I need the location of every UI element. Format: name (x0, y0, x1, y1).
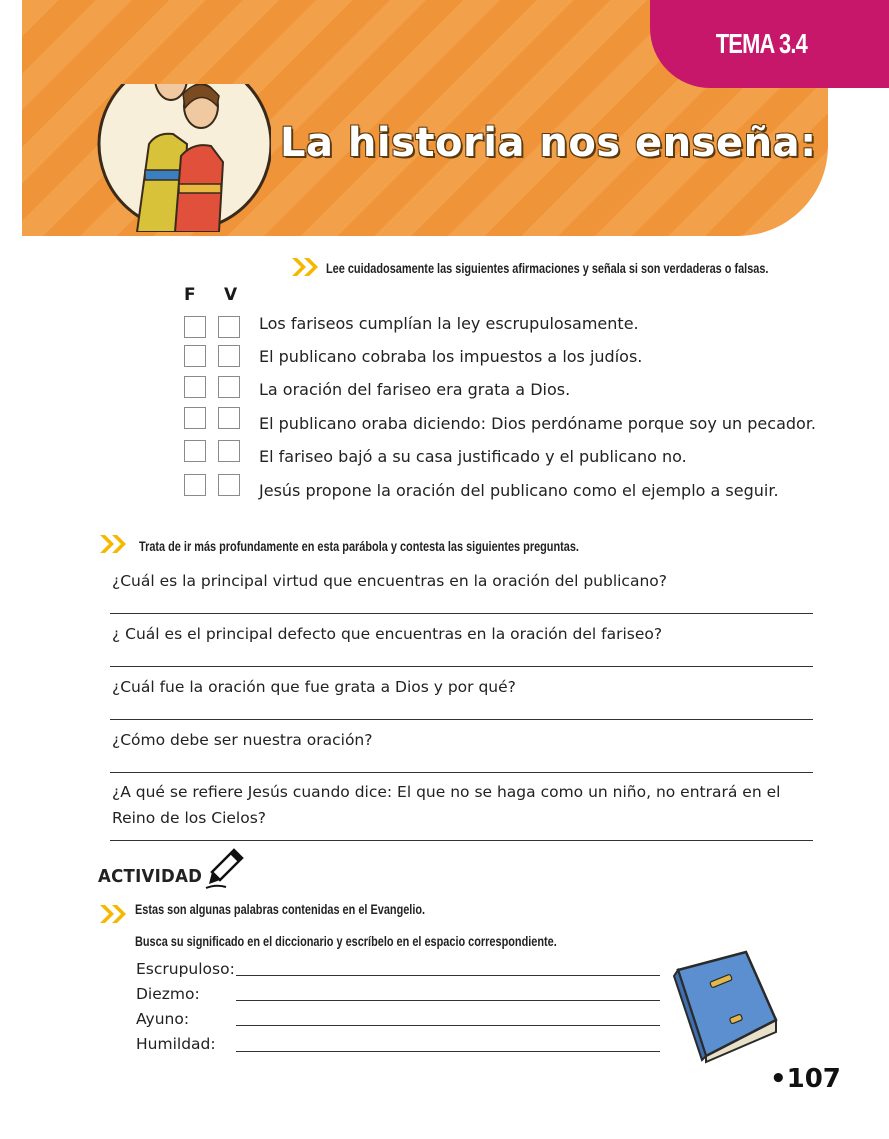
activity-instruction-1: Estas son algunas palabras contenidas en el Evangelio. (135, 901, 426, 917)
answer-line-5[interactable] (110, 840, 813, 841)
characters-illustration (97, 84, 271, 232)
true-checkbox-1[interactable] (218, 316, 240, 338)
section2-instruction: Trata de ir más profundamente en esta parábola y contesta las siguientes preguntas. (139, 538, 579, 554)
tema-tab (650, 0, 889, 88)
answer-line-4[interactable] (110, 772, 813, 773)
word-label-4: Humildad: (136, 1035, 216, 1053)
false-checkbox-2[interactable] (184, 345, 206, 367)
chevron-bullet-icon (290, 256, 322, 278)
question-2: ¿ Cuál es el principal defecto que encuentras en la oración del fariseo? (112, 625, 663, 643)
answer-line-1[interactable] (110, 613, 813, 614)
true-checkbox-6[interactable] (218, 474, 240, 496)
statement-5: El fariseo bajó a su casa justificado y el publicano no. (259, 447, 687, 466)
word-label-1: Escrupuloso: (136, 960, 235, 978)
chevron-bullet-icon (98, 903, 130, 925)
statement-1: Los fariseos cumplían la ley escrupulosamente. (259, 314, 639, 333)
statement-3: La oración del fariseo era grata a Dios. (259, 380, 571, 399)
definition-line-2[interactable] (236, 1000, 660, 1001)
statement-4: El publicano oraba diciendo: Dios perdóname porque soy un pecador. (259, 414, 817, 433)
false-checkbox-3[interactable] (184, 376, 206, 398)
answer-line-3[interactable] (110, 719, 813, 720)
column-v-label: V (224, 285, 238, 305)
false-checkbox-4[interactable] (184, 407, 206, 429)
pencil-icon (204, 848, 246, 890)
question-4: ¿Cómo debe ser nuestra oración? (112, 731, 373, 749)
question-5: ¿A qué se refiere Jesús cuando dice: El que no se haga como un niño, no entrará en el Reino de los Cielos? (112, 783, 781, 827)
false-checkbox-6[interactable] (184, 474, 206, 496)
true-checkbox-2[interactable] (218, 345, 240, 367)
tema-label: TEMA 3.4 (715, 28, 807, 59)
chevron-bullet-icon (98, 533, 130, 555)
false-checkbox-1[interactable] (184, 316, 206, 338)
word-label-2: Diezmo: (136, 985, 200, 1003)
activity-heading: ACTIVIDAD (98, 866, 203, 887)
question-1: ¿Cuál es la principal virtud que encuentras en la oración del publicano? (112, 572, 667, 590)
page-number-value: 107 (786, 1064, 841, 1094)
definition-line-1[interactable] (236, 975, 660, 976)
page-title: La historia nos enseña: (280, 120, 817, 166)
answer-line-2[interactable] (110, 666, 813, 667)
page-number: •107 (770, 1064, 841, 1094)
true-checkbox-3[interactable] (218, 376, 240, 398)
column-f-label: F (184, 285, 196, 305)
false-checkbox-5[interactable] (184, 440, 206, 462)
true-checkbox-5[interactable] (218, 440, 240, 462)
word-label-3: Ayuno: (136, 1010, 190, 1028)
statement-2: El publicano cobraba los impuestos a los judíos. (259, 347, 643, 366)
section1-instruction: Lee cuidadosamente las siguientes afirmaciones y señala si son verdaderas o falsas. (326, 260, 769, 276)
question-3: ¿Cuál fue la oración que fue grata a Dios y por qué? (112, 678, 516, 696)
definition-line-4[interactable] (236, 1051, 660, 1052)
true-checkbox-4[interactable] (218, 407, 240, 429)
activity-instruction-2: Busca su significado en el diccionario y escríbelo en el espacio correspondiente. (135, 933, 557, 949)
definition-line-3[interactable] (236, 1025, 660, 1026)
statement-6: Jesús propone la oración del publicano como el ejemplo a seguir. (259, 481, 779, 500)
book-icon (672, 948, 782, 1064)
